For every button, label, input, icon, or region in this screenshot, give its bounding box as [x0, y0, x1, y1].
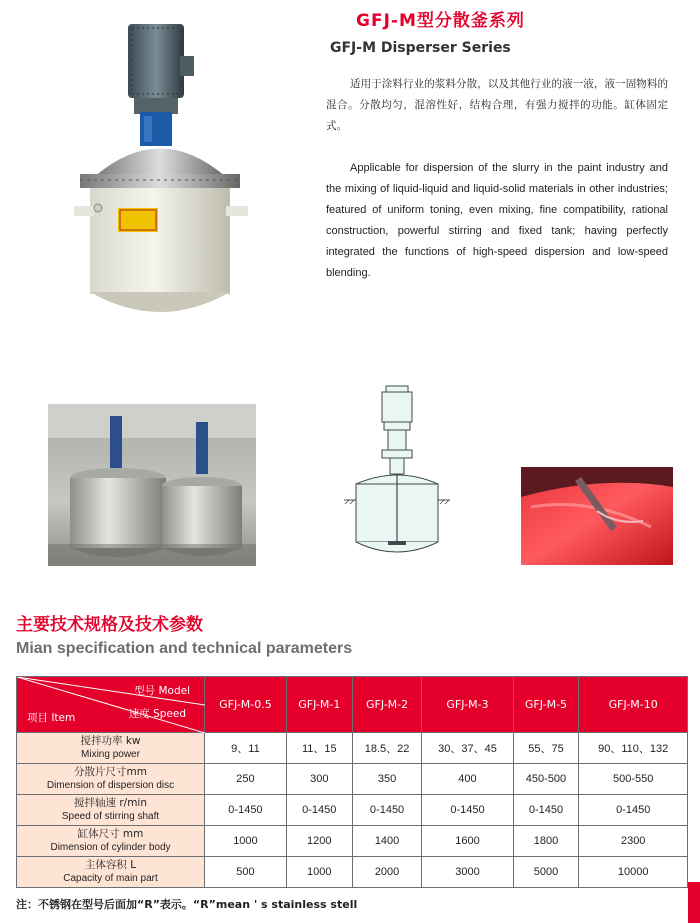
row-label: [17, 764, 205, 795]
row-label-cn: 搅拌轴速 r/min: [74, 797, 147, 809]
table-cell: 1600: [422, 826, 513, 857]
row-label: [17, 826, 205, 857]
intro-text-en: Applicable for dispersion of the slurry in the paint industry and the mixing of liquid-liquid and liquid-solid materials in other industries; featured of uniform toning, even mixing, fine compatibility, rational construction, powerful stirring and fixed tank; having perfectly integrated the functions of high-speed dispersion and low-speed blending.: [326, 162, 668, 279]
table-cell: 250: [205, 764, 287, 795]
model-header: GFJ-M-3: [422, 677, 513, 733]
spec-table: [16, 676, 688, 888]
table-row: [17, 795, 688, 826]
page-corner-bar: [688, 882, 700, 923]
table-cell: 500-550: [579, 764, 688, 795]
table-cell: 5000: [513, 857, 579, 888]
model-header: GFJ-M-1: [286, 677, 352, 733]
table-row: [17, 764, 688, 795]
row-label: [17, 795, 205, 826]
row-label-cn: 缸体尺寸 mm: [77, 828, 144, 840]
model-header: GFJ-M-5: [513, 677, 579, 733]
table-cell: 0-1450: [422, 795, 513, 826]
model-header: GFJ-M-10: [579, 677, 688, 733]
table-cell: 0-1450: [513, 795, 579, 826]
corner-speed-label: 速度 Speed: [128, 708, 186, 720]
table-row: [17, 733, 688, 764]
red-paint-photo: [521, 467, 673, 565]
page-title-cn: GFJ-M型分散釜系列: [356, 11, 525, 31]
table-row: [17, 857, 688, 888]
row-label-en: Dimension of dispersion disc: [46, 780, 175, 791]
table-cell: 1000: [205, 826, 287, 857]
table-cell: 2300: [579, 826, 688, 857]
table-cell: 9、11: [205, 733, 287, 764]
corner-model-label: 型号 Model: [134, 685, 190, 697]
table-cell: 1800: [513, 826, 579, 857]
table-cell: 55、75: [513, 733, 579, 764]
table-row: [17, 826, 688, 857]
table-cell: 500: [205, 857, 287, 888]
row-label-en: Dimension of cylinder body: [50, 842, 171, 853]
corner-item-label: 项目 Item: [27, 712, 76, 724]
footnote: 注：不锈钢在型号后面加“R”表示。“R”mean ' s stainless stell: [16, 898, 358, 911]
table-cell: 0-1450: [286, 795, 352, 826]
table-cell: 30、37、45: [422, 733, 513, 764]
table-cell: 400: [422, 764, 513, 795]
page-title-en: GFJ-M Disperser Series: [330, 40, 511, 56]
table-cell: 1000: [286, 857, 352, 888]
table-cell: 2000: [352, 857, 422, 888]
row-label-cn: 主体容积 L: [84, 859, 137, 871]
table-cell: 18.5、22: [352, 733, 422, 764]
model-header: GFJ-M-0.5: [205, 677, 287, 733]
table-cell: 0-1450: [579, 795, 688, 826]
table-cell: 0-1450: [352, 795, 422, 826]
table-cell: 11、15: [286, 733, 352, 764]
spec-title-cn: 主要技术规格及技术参数: [16, 615, 203, 635]
row-label-cn: 分散片尺寸mm: [74, 766, 147, 778]
table-cell: 0-1450: [205, 795, 287, 826]
row-label-en: Capacity of main part: [63, 873, 158, 884]
table-cell: 1400: [352, 826, 422, 857]
row-label: [17, 857, 205, 888]
model-header: GFJ-M-2: [352, 677, 422, 733]
table-header-row: [17, 677, 688, 733]
table-cell: 1200: [286, 826, 352, 857]
table-corner-cell: [17, 677, 205, 733]
table-cell: 350: [352, 764, 422, 795]
table-cell: 3000: [422, 857, 513, 888]
table-cell: 450-500: [513, 764, 579, 795]
factory-photo: [48, 404, 256, 566]
product-photo: [70, 2, 250, 324]
row-label-cn: 搅拌功率 kw: [80, 735, 141, 747]
table-cell: 10000: [579, 857, 688, 888]
table-cell: 90、110、132: [579, 733, 688, 764]
intro-text-cn: 适用于涂料行业的浆料分散，以及其他行业的液一液，液一固物料的混合。分散均匀，混溶性好，结构合理，有强力搅拌的功能。缸体固定式。: [326, 78, 668, 132]
table-cell: 300: [286, 764, 352, 795]
spec-title-en: Mian specification and technical parameters: [16, 640, 353, 657]
row-label-en: Speed of stirring shaft: [61, 811, 160, 822]
disperser-diagram: [342, 384, 452, 560]
row-label: [17, 733, 205, 764]
row-label-en: Mixing power: [81, 749, 140, 760]
